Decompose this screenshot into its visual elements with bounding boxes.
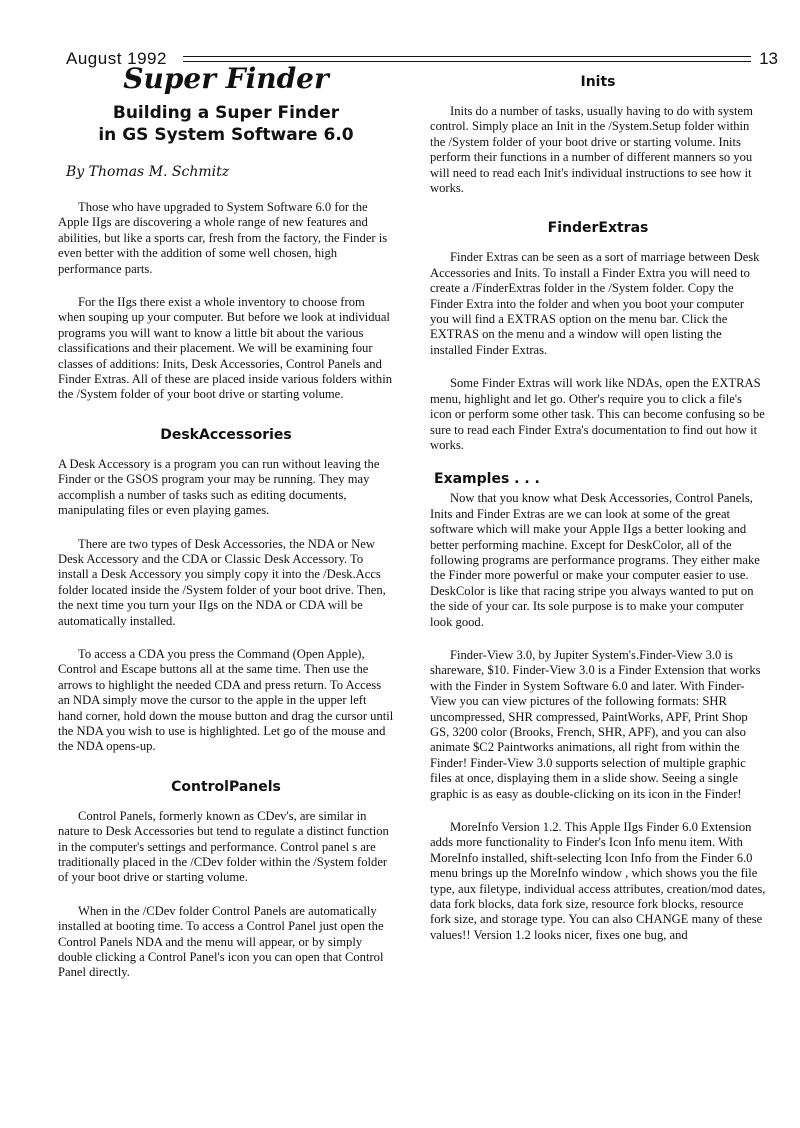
section-heading-control-panels: ControlPanels (171, 778, 281, 795)
issue-date: August 1992 (66, 49, 167, 68)
page-number: 13 (759, 49, 778, 68)
desk-accessories-paragraph-3: To access a CDA you press the Command (Open Apple), Control and Escape buttons all at the same time. Then use the arrows to highlight the needed CDA and press return. To Access an NDA simply move the cursor to the apple in the upper left hand corner, hold down the mouse button and drag the cursor until the NDA you wish to use is highlighted. Let go of the mouse and the NDA opens-up. (58, 646, 394, 754)
desk-accessories-paragraph-2: There are two types of Desk Accessories, the NDA or New Desk Accessory and the CDA or Classic Desk Accessory. To install a Desk Accessory you simply copy it into the /Desk.Accs folder located inside the /System folder of your boot drive. Then, the next time you turn your IIgs on the NDA or CDA will be automatically installed. (58, 536, 386, 628)
intro-paragraph-1: Those who have upgraded to System Software 6.0 for the Apple IIgs are discovering a whole range of new features and abilities, but like a sports car, fresh from the factory, the Finder is even better with the addition of some well chosen, high performance parts. (58, 200, 388, 276)
article-masthead: Super Finder (123, 62, 329, 95)
desk-accessories-paragraph-1: A Desk Accessory is a program you can run without leaving the Finder or the GSOS program your may be running. They may accomplish a number of tasks such as editing documents, manipulating files or even playing games. (58, 456, 380, 518)
section-heading-desk-accessories: DeskAccessories (160, 426, 292, 443)
article-subtitle-line2: in GS System Software 6.0 (98, 125, 354, 145)
examples-paragraph-2: Finder-View 3.0, by Jupiter System's.Finder-View 3.0 is shareware, $10. Finder-View 3.0 is a Finder Extension that works with the Finder in System Software 6.0 and later. With Finder-View you can view pictures of the following formats: SHR uncompressed, SHR compressed, PaintWorks, APF, Print Shop GS, 3200 color (Brooks, French, SHR, APF), and you can also animate $C2 Paintworks animations, all right from within the Finder! Finder-View 3.0 supports selection of multiple graphic files at once, displaying them in a slide show. Seeing a single graphic is as easy as double-clicking on its icon in the Finder! (430, 647, 761, 801)
section-heading-finder-extras: FinderExtras (547, 220, 649, 237)
control-panels-paragraph-1: Control Panels, formerly known as CDev's, are similar in nature to Desk Accessories but tend to regulate a distinct function in the computer's settings and performance. Control panel s are traditionally placed in the /CDev folder within the /System folder of your boot drive or starting volume. (58, 808, 389, 885)
article-subtitle-line1: Building a Super Finder (112, 103, 340, 123)
examples-paragraph-1: Now that you know what Desk Accessories, Control Panels, Inits and Finder Extras are we can look at some of the great software which will make your Apple IIgs a better looking and better performing machine. Except for DeskColor, all of the following programs are performance programs. They either make the Finder more powerful or make your computer easier to use. DeskColor is like that racing stripe you always wanted to put on the side of your car. Its sole purpose is to make your computer look good. (430, 491, 760, 629)
intro-paragraph-2: For the IIgs there exist a whole inventory to choose from when souping up your computer. But before we look at individual programs you will want to know a little bit about the various classifications and their placement. We will be examining four classes of additions: Inits, Desk Accessories, Control Panels and Finder Extras. All of these are placed inside various folders within the /System folder of your boot drive or starting volume. (58, 295, 392, 402)
section-heading-inits: Inits (580, 74, 616, 90)
examples-paragraph-3: MoreInfo Version 1.2. This Apple IIgs Finder 6.0 Extension adds more functionality to Finder's Icon Info menu item. With MoreInfo installed, shift-selecting Icon Info from the Finder 6.0 menu brings up the MoreInfo window , which shows you the file type, aux filetype, individual access attributes, creation/mod dates, data fork blocks, data fork size, resource fork blocks, resource fork size, and storage type. You can also CHANGE many of these values!! Version 1.2 looks nicer, fixes one bug, and (430, 820, 766, 942)
finder-extras-paragraph-2: Some Finder Extras will work like NDAs, open the EXTRAS menu, highlight and let go. Other's require you to click a file's icon or perform some other task. This can become confusing so be sure to read each Finder Extra's documentation to find out how it works. (430, 376, 765, 452)
article-byline: By Thomas M. Schmitz (66, 164, 230, 180)
inits-paragraph-1: Inits do a number of tasks, usually having to do with system control. Simply place an Init in the /System.Setup folder within the /System folder of your boot drive or starting volume. Inits perform their functions in a number of different manners so you will need to read each Init's individual instructions to see how it works. (430, 104, 753, 196)
right-column (430, 72, 766, 961)
control-panels-paragraph-2: When in the /CDev folder Control Panels are automatically installed at booting time. To access a Control Panel just open the Control Panels NDA and the menu will appear, or by simply double clicking a Control Panel's icon you can open that Control Panel directly. (58, 903, 384, 980)
finder-extras-paragraph-1: Finder Extras can be seen as a sort of marriage between Desk Accessories and Inits. To install a Finder Extra you will need to create a /FinderExtras folder in the /System folder. Copy the Finder Extra into the folder and when you boot your computer you will find a EXTRAS option on the menu bar. Click the EXTRAS on the menu and a window will open listing the installed Finder Extras. (430, 250, 760, 357)
section-heading-examples: Examples . . . (434, 471, 540, 488)
left-column (58, 64, 394, 999)
